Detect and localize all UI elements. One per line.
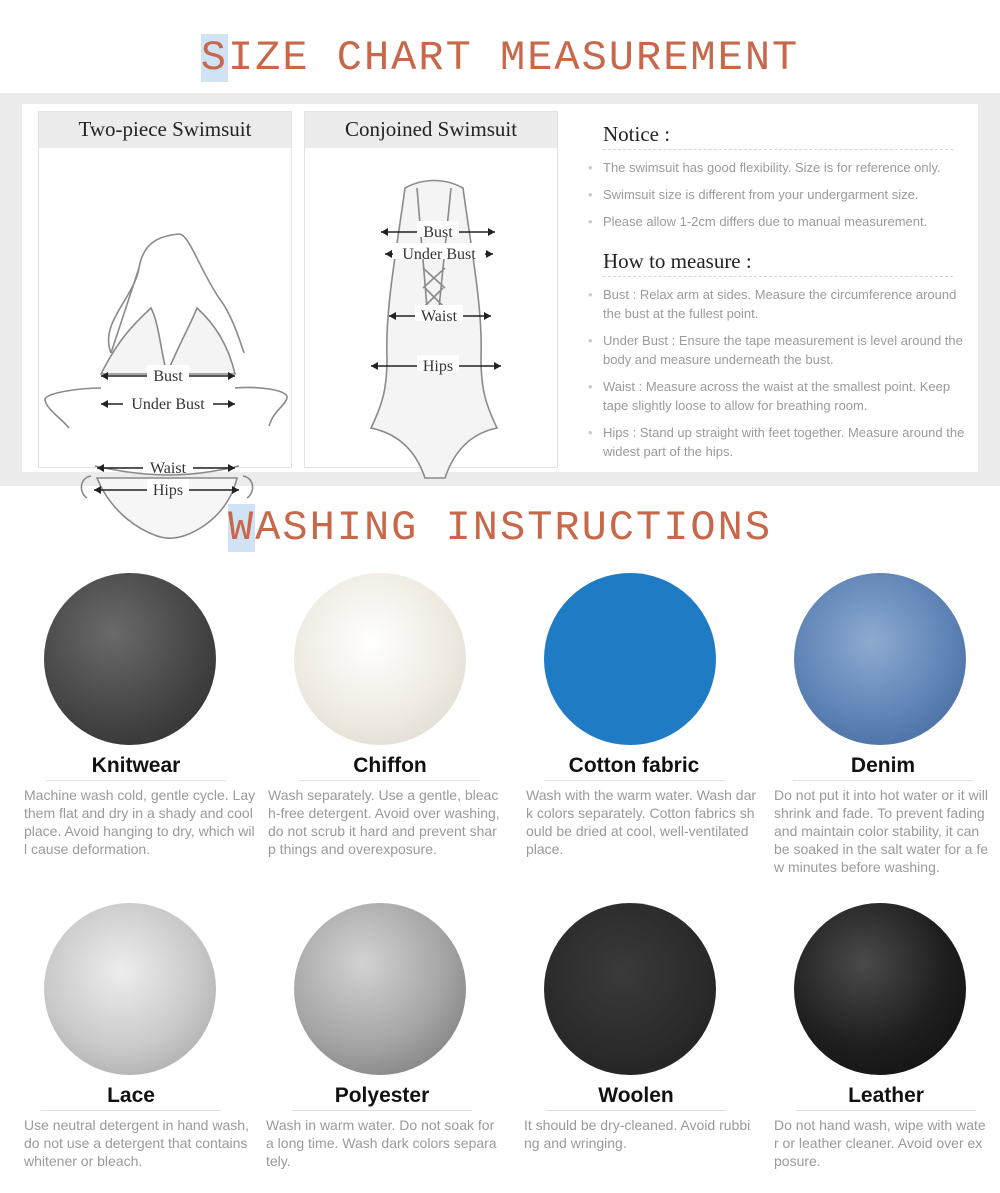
chiffon-desc: Wash separately. Use a gentle, bleach-free detergent. Avoid over washing, do not scrub it hard and prevent sharp things and overexposure.: [268, 787, 500, 857]
washing-title: [0, 504, 1000, 552]
polyester-swatch: [294, 903, 466, 1075]
two-piece-under-bust-label: Under Bust: [131, 396, 205, 413]
conjoined-card: [304, 111, 558, 468]
two-piece-hips-label: Hips: [152, 482, 184, 499]
conjoined-under-bust-label: Under Bust: [402, 246, 476, 263]
knitwear-desc: Machine wash cold, gentle cycle. Lay them flat and dry in a shady and cool place. Avoid hanging to dry, which will cause deformation.: [24, 787, 256, 857]
denim-swatch: [794, 573, 966, 745]
left-cup-icon: [101, 308, 167, 374]
measure-item-waist: • Waist : Measure across the waist at the smallest point. Keep tape slightly loose to allow for breathing room.: [603, 377, 965, 415]
measure-item-bust: • Bust : Relax arm at sides. Measure the circumference around the bust at the fullest point.: [603, 285, 965, 323]
notice-item: • Please allow 1-2cm differs due to manual measurement.: [603, 212, 965, 231]
conjoined-bust-label: Bust: [423, 224, 453, 241]
chiffon-name: Chiffon: [300, 754, 480, 781]
lace-desc: Use neutral detergent in hand wash, do not use a detergent that contains whitener or bleach.: [24, 1117, 249, 1169]
lace-swatch: [44, 903, 216, 1075]
two-piece-card: [38, 111, 292, 499]
two-piece-diagram: [39, 148, 293, 499]
notice-heading: Notice :: [603, 122, 953, 150]
notice-list: [603, 158, 965, 231]
woolen-name: Woolen: [546, 1084, 726, 1111]
cotton-fabric-name: Cotton fabric: [544, 754, 724, 781]
denim-name: Denim: [793, 754, 973, 781]
cotton-fabric-swatch: [544, 573, 716, 745]
notice-item: • The swimsuit has good flexibility. Size is for reference only.: [603, 158, 965, 177]
two-piece-bust-label: Bust: [153, 368, 183, 385]
washing-title-initial: W: [227, 504, 256, 552]
size-chart-title-initial: S: [200, 34, 228, 82]
leather-name: Leather: [796, 1084, 976, 1111]
conjoined-diagram: [305, 148, 559, 468]
notice-block: [603, 122, 965, 239]
measure-item-hips: • Hips : Stand up straight with feet together. Measure around the widest part of the hips.: [603, 423, 965, 461]
right-cup-icon: [167, 308, 235, 374]
leather-swatch: [794, 903, 966, 1075]
conjoined-hips-label: Hips: [422, 358, 454, 375]
size-chart-title: [0, 34, 1000, 82]
how-to-measure-heading: How to measure :: [603, 249, 953, 277]
how-to-measure-list: [603, 285, 965, 461]
denim-desc: Do not put it into hot water or it will shrink and fade. To prevent fading and maintain color stability, it can be soaked in the salt water for a few minutes before washing.: [774, 787, 989, 875]
notice-item: • Swimsuit size is different from your undergarment size.: [603, 185, 965, 204]
polyester-name: Polyester: [292, 1084, 472, 1111]
knitwear-swatch: [44, 573, 216, 745]
conjoined-heading: Conjoined Swimsuit: [305, 112, 557, 148]
two-piece-heading: Two-piece Swimsuit: [39, 112, 291, 148]
woolen-swatch: [544, 903, 716, 1075]
woolen-desc: It should be dry-cleaned. Avoid rubbing and wringing.: [524, 1117, 751, 1151]
how-to-measure-block: [603, 249, 965, 469]
knitwear-name: Knitwear: [46, 754, 226, 781]
lace-name: Lace: [41, 1084, 221, 1111]
size-chart-title-rest: IZE CHART MEASUREMENT: [227, 34, 800, 82]
conjoined-waist-label: Waist: [420, 308, 458, 325]
polyester-desc: Wash in warm water. Do not soak for a long time. Wash dark colors separately.: [266, 1117, 497, 1169]
chiffon-swatch: [294, 573, 466, 745]
leather-desc: Do not hand wash, wipe with water or leather cleaner. Avoid over exposure.: [774, 1117, 986, 1169]
washing-title-rest: ASHING INSTRUCTIONS: [255, 504, 773, 552]
two-piece-waist-label: Waist: [149, 460, 187, 477]
cotton-fabric-desc: Wash with the warm water. Wash dark colors separately. Cotton fabrics should be dried at cool, well-ventilated place.: [526, 787, 757, 857]
measure-item-under-bust: • Under Bust : Ensure the tape measurement is level around the body and measure underneath the bust.: [603, 331, 965, 369]
